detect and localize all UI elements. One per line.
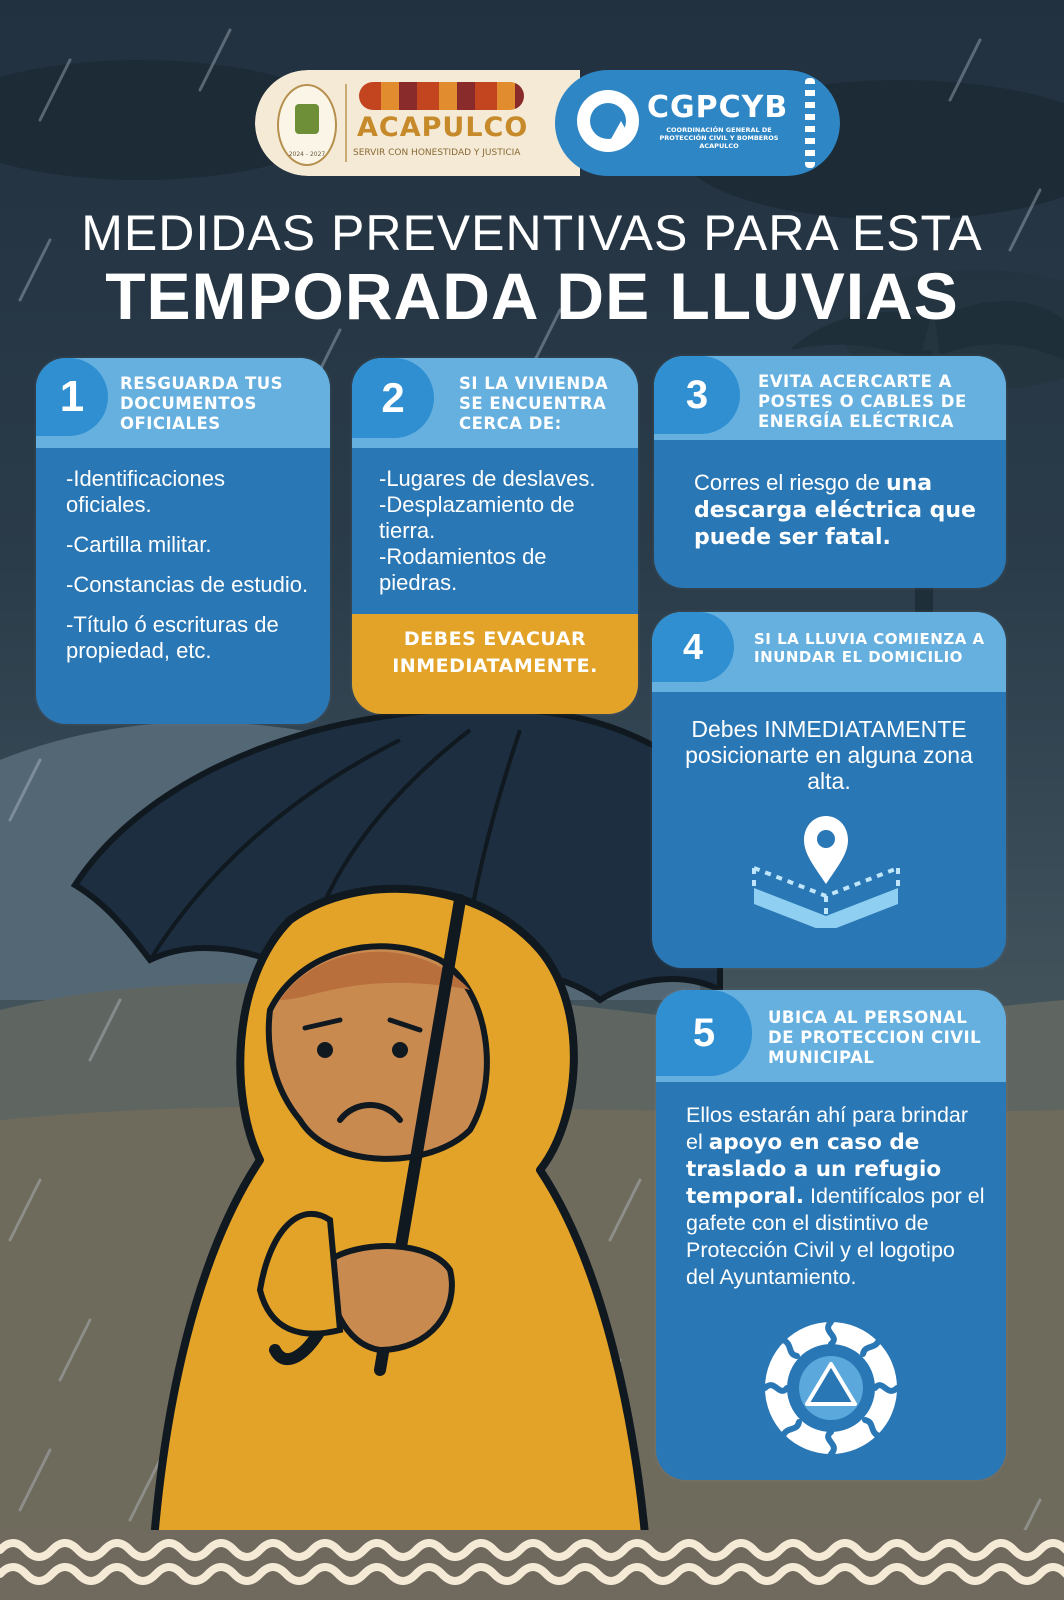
card-4-flooding (652, 612, 1006, 968)
card-body (66, 466, 311, 678)
card-body-emphasis: una descarga eléctrica que puede ser fatal. (694, 471, 976, 550)
card-title: UBICA AL PERSONAL DE PROTECCION CIVIL MUNICIPAL (768, 1008, 982, 1067)
list-item: -Desplazamiento de tierra. (379, 492, 575, 543)
card-body (694, 470, 984, 551)
list-item: -Constancias de estudio. (66, 572, 309, 597)
seal-years: 2024 - 2027 (288, 151, 326, 158)
cgpcyb-name: CGPCYB (647, 90, 789, 125)
card-title: SI LA VIVIENDA SE ENCUENTRA CERCA DE: (459, 374, 609, 433)
decorative-wave-band (0, 1530, 1064, 1600)
card-number: 5 (656, 990, 752, 1076)
card-3-electric-risk (654, 356, 1006, 588)
evacuate-warning: DEBES EVACUAR INMEDIATAMENTE. (352, 614, 638, 714)
acapulco-seal-icon (277, 84, 337, 166)
seal-emblem-icon (295, 104, 319, 134)
proteccion-civil-emblem-icon (761, 1318, 901, 1458)
list-item: -Título ó escrituras de propiedad, etc. (66, 612, 279, 663)
list-item: -Lugares de deslaves. (379, 466, 596, 491)
list-item: -Identificaciones oficiales. (66, 466, 225, 517)
proteccion-civil-emblem-icon (577, 90, 639, 152)
card-number: 3 (654, 356, 740, 434)
page-title-line2: TEMPORADA DE LLUVIAS (105, 259, 959, 333)
decorative-wave-icon (805, 78, 815, 168)
acapulco-decorative-lettering-icon (359, 82, 524, 110)
card-body-emphasis: apoyo en caso de traslado a un refugio temporal. (686, 1130, 942, 1209)
acapulco-motto: SERVIR CON HONESTIDAD Y JUSTICIA (353, 148, 521, 158)
card-1-documents (36, 358, 330, 724)
card-title: EVITA ACERCARTE A POSTES O CABLES DE ENERGÍA ELÉCTRICA (758, 372, 967, 431)
card-number: 2 (352, 358, 434, 438)
card-body (686, 1102, 986, 1291)
card-body-text: Identifícalos por el gafete con el distintivo de Protección Civil y el logotipo del Ayuntamiento. (686, 1184, 985, 1289)
card-body-text: Ellos estarán ahí para brindar el (686, 1103, 969, 1154)
card-body: Debes INMEDIATAMENTE posicionarte en alguna zona alta. (685, 716, 973, 794)
page-title-line1: MEDIDAS PREVENTIVAS PARA ESTA (81, 205, 983, 261)
acapulco-name: ACAPULCO (357, 112, 529, 143)
list-item: -Cartilla militar. (66, 532, 212, 557)
cgpcyb-logo (555, 70, 840, 176)
card-number: 1 (36, 358, 108, 436)
card-number: 4 (652, 612, 734, 682)
logo-divider (345, 84, 347, 162)
logos-header (255, 70, 840, 176)
cgpcyb-description: COORDINACIÓN GENERAL DE PROTECCIÓN CIVIL Y BOMBEROS ACAPULCO (659, 126, 779, 150)
card-title: RESGUARDA TUS DOCUMENTOS OFICIALES (120, 374, 284, 433)
acapulco-logo (255, 70, 580, 176)
card-5-civil-protection (656, 990, 1006, 1480)
list-item: -Rodamientos de piedras. (379, 544, 547, 595)
map-pin-high-zone-icon (746, 808, 906, 928)
card-title: SI LA LLUVIA COMIENZA A INUNDAR EL DOMICILIO (754, 630, 985, 666)
card-body (379, 466, 629, 596)
card-2-housing-risk (352, 358, 638, 714)
card-body-text: Corres el riesgo de (694, 470, 886, 495)
